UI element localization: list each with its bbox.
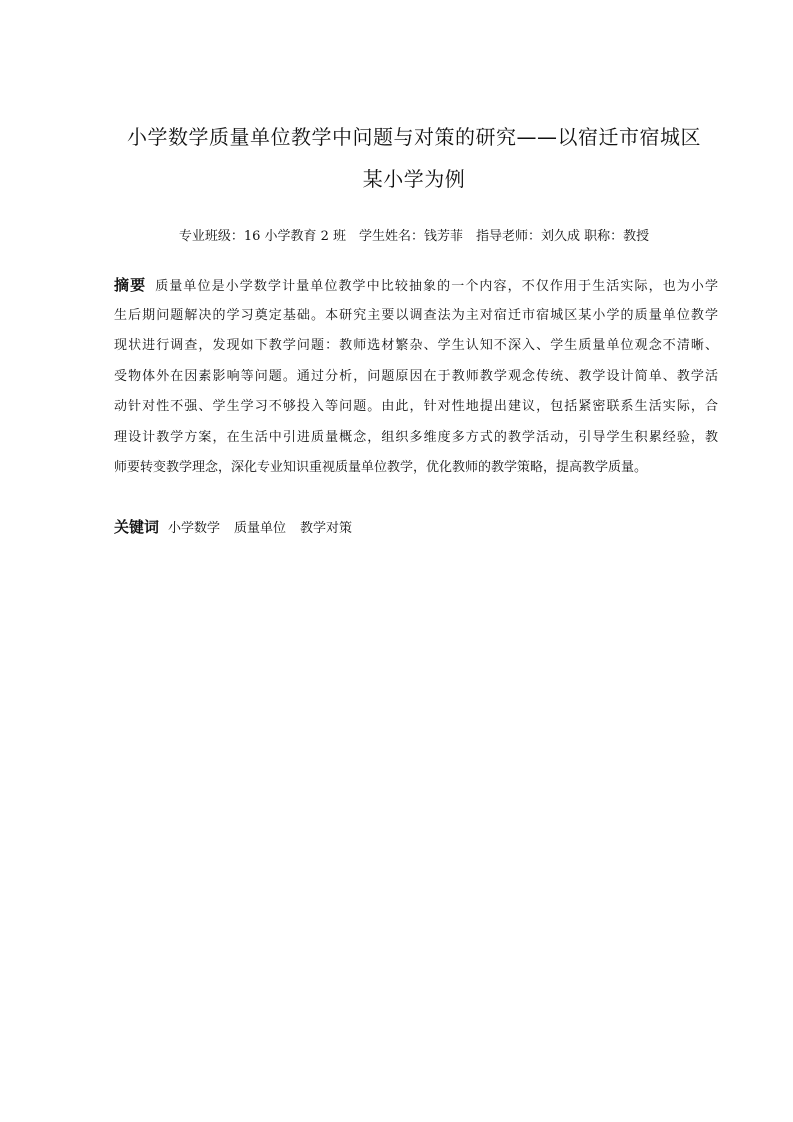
abstract-text: 质量单位是小学数学计量单位教学中比较抽象的一个内容，不仅作用于生活实际，也为小学 — [155, 279, 718, 294]
abstract-line — [114, 276, 718, 294]
keywords-label: 关键词 — [114, 518, 160, 536]
abstract-line: 现状进行调查，发现如下教学问题：教师选材繁杂、学生认知不深入、学生质量单位观念不清晰、 — [114, 338, 718, 353]
keyword-item: 教学对策 — [300, 521, 353, 536]
abstract-line: 理设计教学方案，在生活中引进质量概念，组织多维度多方式的教学活动，引导学生积累经验，教 — [114, 429, 718, 445]
abstract-section — [114, 276, 718, 490]
keyword-item: 质量单位 — [234, 521, 287, 536]
keyword-item: 小学数学 — [168, 521, 221, 536]
abstract-line: 生后期问题解决的学习奠定基础。本研究主要以调查法为主对宿迁市宿城区某小学的质量单位教学 — [114, 307, 718, 323]
author-info: 专业班级：16 小学教育 2 班 学生姓名：钱芳菲 指导老师：刘久成 职称：教授 — [178, 229, 650, 244]
abstract-line: 师要转变教学理念，深化专业知识重视质量单位教学，优化教师的教学策略，提高教学质量。 — [114, 460, 648, 475]
keywords-section — [114, 518, 366, 538]
abstract-label: 摘要 — [114, 276, 147, 294]
page-title-line-1: 小学数学质量单位教学中问题与对策的研究——以宿迁市宿城区 — [127, 125, 701, 149]
page-title-line-2: 某小学为例 — [362, 167, 466, 191]
abstract-line: 受物体外在因素影响等问题。通过分析，问题原因在于教师教学观念传统、教学设计简单、教学活 — [114, 368, 718, 384]
abstract-line: 动针对性不强、学生学习不够投入等问题。由此，针对性地提出建议，包括紧密联系生活实际，合 — [114, 399, 718, 414]
